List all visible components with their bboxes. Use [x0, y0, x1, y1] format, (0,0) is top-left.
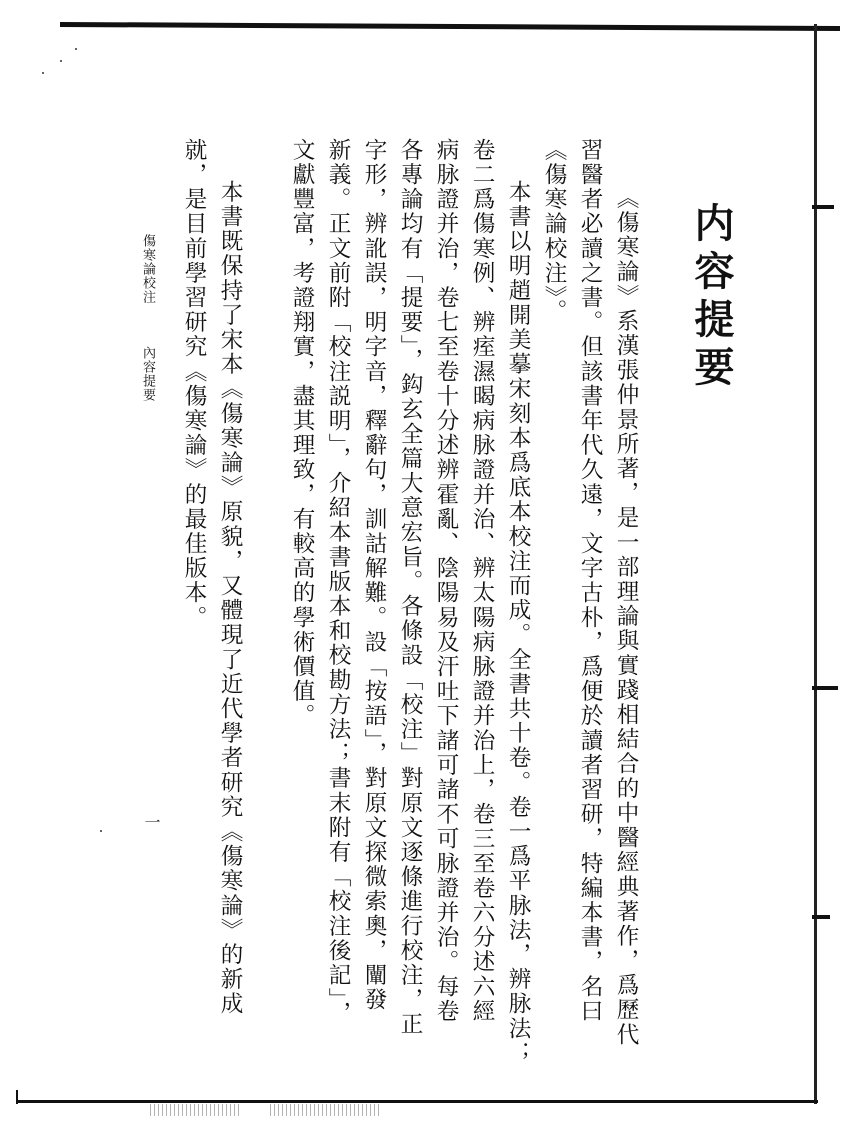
edge-mark [812, 686, 838, 690]
text-column: 字形，辨訛誤，明字音，釋辭句，訓詁解難。設「按語」，對原文探微索奧，闡發 [361, 138, 387, 1013]
speck [60, 60, 62, 62]
page-title: 内容提要 [688, 202, 735, 394]
text-column: 卷二爲傷寒例、辨痓濕暍病脉證并治、辨太陽病脉證并治上，卷三至卷六分述六經 [469, 138, 495, 1024]
text-column: 《傷寒論》系漢張仲景所著，是一部理論與實踐相結合的中醫經典著作，爲歷代 [613, 186, 639, 1047]
text-column: 文獻豐富，考證翔實，盡其理致，有較高的學術價值。 [289, 138, 315, 729]
scan-smudge [150, 1104, 240, 1116]
speck [42, 72, 44, 74]
text-column: 習醫者必讀之書。但該書年代久遠，文字古朴，爲便於讀者習研，特編本書，名曰 [577, 138, 603, 1024]
text-column: 本書既保持了宋本《傷寒論》原貌，又體現了近代學者研究《傷寒論》的新成 [217, 180, 243, 1017]
text-column: 新義。正文前附「校注説明」，介紹本書版本和校勘方法；書末附有「校注後記」， [325, 138, 351, 1026]
speck [100, 830, 102, 832]
bottom-left-tick [16, 1090, 18, 1104]
running-footer-book: 傷寒論校注 [140, 234, 155, 304]
speck [75, 48, 77, 50]
text-column: 就，是目前學習研究《傷寒論》的最佳版本。 [181, 138, 207, 630]
running-footer-section: 內容提要 [140, 346, 155, 402]
right-border-line [814, 24, 817, 1104]
bottom-border-line [18, 1100, 818, 1103]
page-number: 一 [142, 814, 161, 831]
text-column: 病脉證并治，卷七至卷十分述辨霍亂、陰陽易及汗吐下諸可諸不可脉證并治。每卷 [433, 138, 459, 1024]
edge-mark [812, 915, 830, 919]
text-column: 《傷寒論校注》。 [541, 138, 567, 324]
scan-smudge [270, 1104, 380, 1116]
top-border-line [60, 22, 840, 31]
text-column: 各專論均有「提要」，鈎玄全篇大意宏旨。各條設「校注」對原文逐條進行校注，正 [397, 138, 423, 1037]
text-column: 本書以明趙開美摹宋刻本爲底本校注而成。全書共十卷。卷一爲平脉法，辨脉法； [505, 180, 531, 1066]
edge-mark [812, 205, 834, 209]
